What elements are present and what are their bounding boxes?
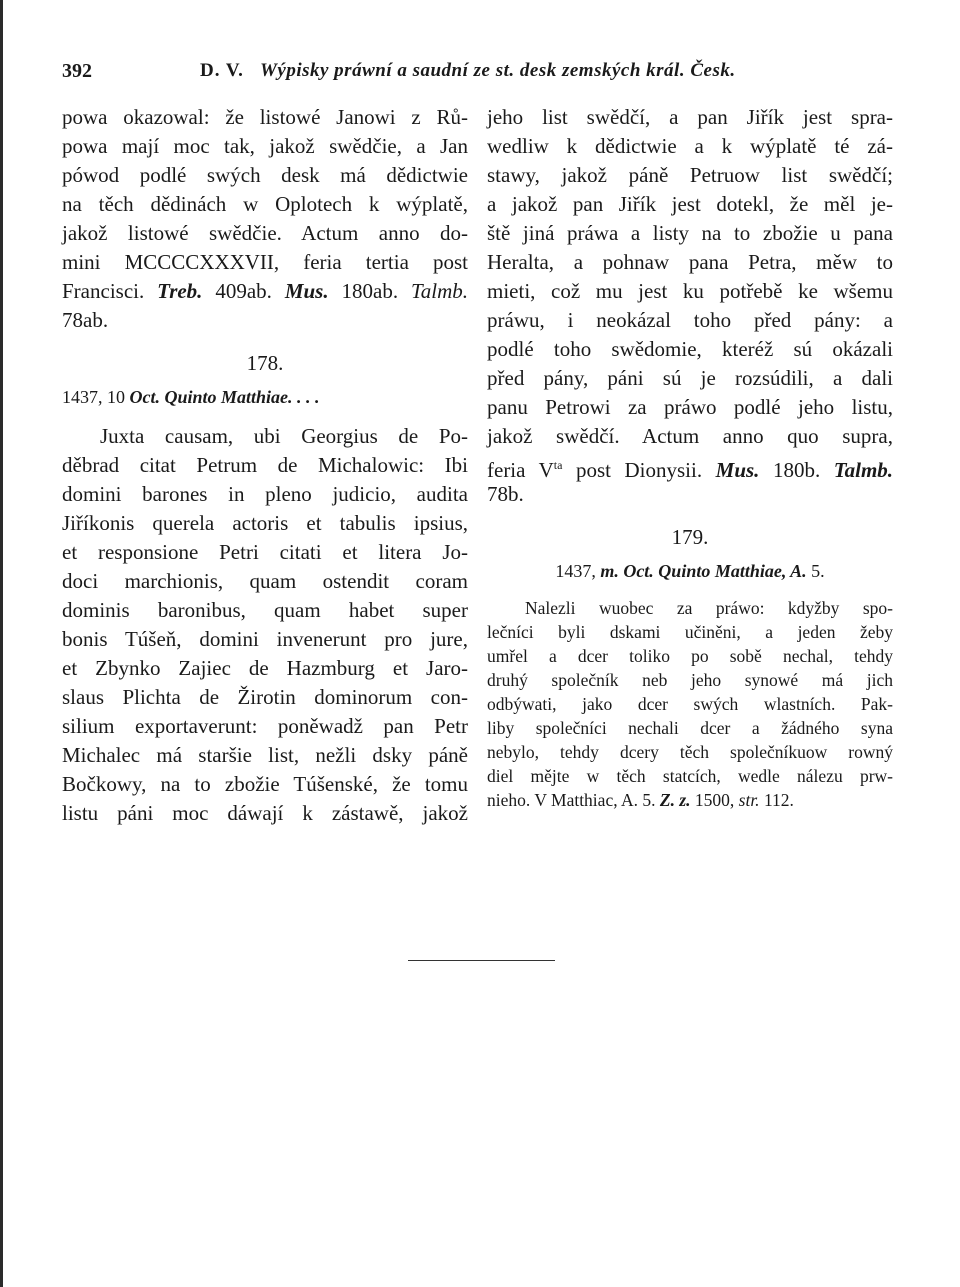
text-line: panu Petrowi za práwo podlé jeho listu,: [487, 395, 893, 419]
source-references-tail: 78ab.: [62, 308, 109, 332]
text-line: Juxta causam, ubi Georgius de Po-: [100, 424, 468, 448]
text-line: lečníci byli dskami učiněni, a jeden žeby: [487, 622, 893, 642]
text-line: bonis Túšeň, domini invenerunt pro jure,: [62, 627, 468, 651]
entry-number: 178.: [246, 351, 284, 375]
text-line: jeho list swědčí, a pan Jiřík jest spra-: [487, 105, 893, 129]
text-line: dominis baronibus, quam habet super: [62, 598, 468, 622]
text-line: práwu, i neokázal toho před pány: a: [487, 308, 893, 332]
entry-date: 1437, 10 Oct. Quinto Matthiae. . . .: [62, 387, 320, 407]
text-line: děbrad citat Petrum de Michalowic: Ibi: [62, 453, 468, 477]
text-line: podlé toho swědomie, kteréž sú okázali: [487, 337, 893, 361]
text-line: jakož swědčí. Actum anno quo supra,: [487, 424, 893, 448]
text-line: et Zbynko Zajiec de Hazmburg et Jaro-: [62, 656, 468, 680]
section-label: D. V.: [200, 60, 244, 81]
text-line: Michalec má staršie list, nežli dsky páně: [62, 743, 468, 767]
text-line: pówod podlé swých desk má dědictwie: [62, 163, 468, 187]
text-line: a jakož pan Jiřík jest dotekl, že měl je-: [487, 192, 893, 216]
text-line: domini barones in pleno judicio, audita: [62, 482, 468, 506]
text-line: doci marchionis, quam ostendit coram: [62, 569, 468, 593]
text-line: liby společníci nechali dcer a žádného syna: [487, 718, 893, 738]
entry-number: 179.: [671, 525, 709, 549]
text-line: slaus Plichta de Žirotin dominorum con-: [62, 685, 468, 709]
source-references: feria $V^{ta}$ post Dionysii. Mus. 180b. Talmb.: [487, 458, 894, 482]
text-line: wedliw k dědictwie a k wýplatě té zá-: [487, 134, 893, 158]
text-line: mini MCCCCXXXVII, feria tertia post: [62, 250, 468, 274]
text-line: mieti, což mu jest ku potřebě ke wšemu: [487, 279, 893, 303]
source-references-tail: 78b.: [487, 482, 524, 506]
text-line: listu páni moc dáwají k zástawě, jakož: [62, 801, 468, 825]
running-title: Wýpisky práwní a saudní ze st. desk zemských král. Česk.: [260, 60, 736, 81]
text-line: jakož listowé swědčie. Actum anno do-: [62, 221, 468, 245]
text-line: diel mějte w těch statcích, wedle nálezu prw-: [487, 766, 893, 786]
text-line: et responsione Petri citati et litera Jo-: [62, 540, 468, 564]
citation-line: nieho. V Matthiac, A. 5. Z. z. 1500, str. 112.: [487, 790, 794, 810]
text-line: powa okazowal: že listowé Janowi z Rů-: [62, 105, 468, 129]
text-line: odbýwati, jako dcer swých wlastních. Pak-: [487, 694, 893, 714]
page-number: 392: [62, 60, 92, 82]
text-line: silium exportaverunt: poněwadž pan Petr: [62, 714, 468, 738]
right-column: [487, 103, 893, 812]
source-references: Francisci. Treb. 409ab. Mus. 180ab. Talmb.: [62, 279, 469, 303]
section-divider: [408, 960, 555, 961]
entry-date: 1437, m. Oct. Quinto Matthiae, A. 5.: [555, 561, 825, 581]
text-line: Heralta, a pohnaw pana Petra, měw to: [487, 250, 893, 274]
text-line: Nalezli wuobec za práwo: kdyžby spo-: [525, 598, 893, 618]
left-column: [62, 103, 468, 828]
text-line: powa mají moc tak, jakož swědčie, a Jan: [62, 134, 468, 158]
page-edge: [0, 0, 3, 1287]
text-line: Jiříkonis querela actoris et tabulis ipsius,: [62, 511, 468, 535]
text-line: stawy, jakož páně Petruow list swědčí;: [487, 163, 893, 187]
text-line: před pány, páni sú je rozsúdili, a dali: [487, 366, 893, 390]
text-line: umřel a dcer toliko po sobě nechal, tehdy: [487, 646, 893, 666]
text-line: ště jiná práwa a listy na to zbožie u pana: [487, 221, 893, 245]
text-line: nebylo, tehdy dcery těch společníkuow rowný: [487, 742, 893, 762]
running-header: [62, 60, 892, 90]
text-line: druhý společník neb jeho synowé má jich: [487, 670, 893, 690]
text-line: na těch dědinách w Oplotech k wýplatě,: [62, 192, 468, 216]
text-line: Bočkowy, na to zbožie Túšenské, že tomu: [62, 772, 468, 796]
